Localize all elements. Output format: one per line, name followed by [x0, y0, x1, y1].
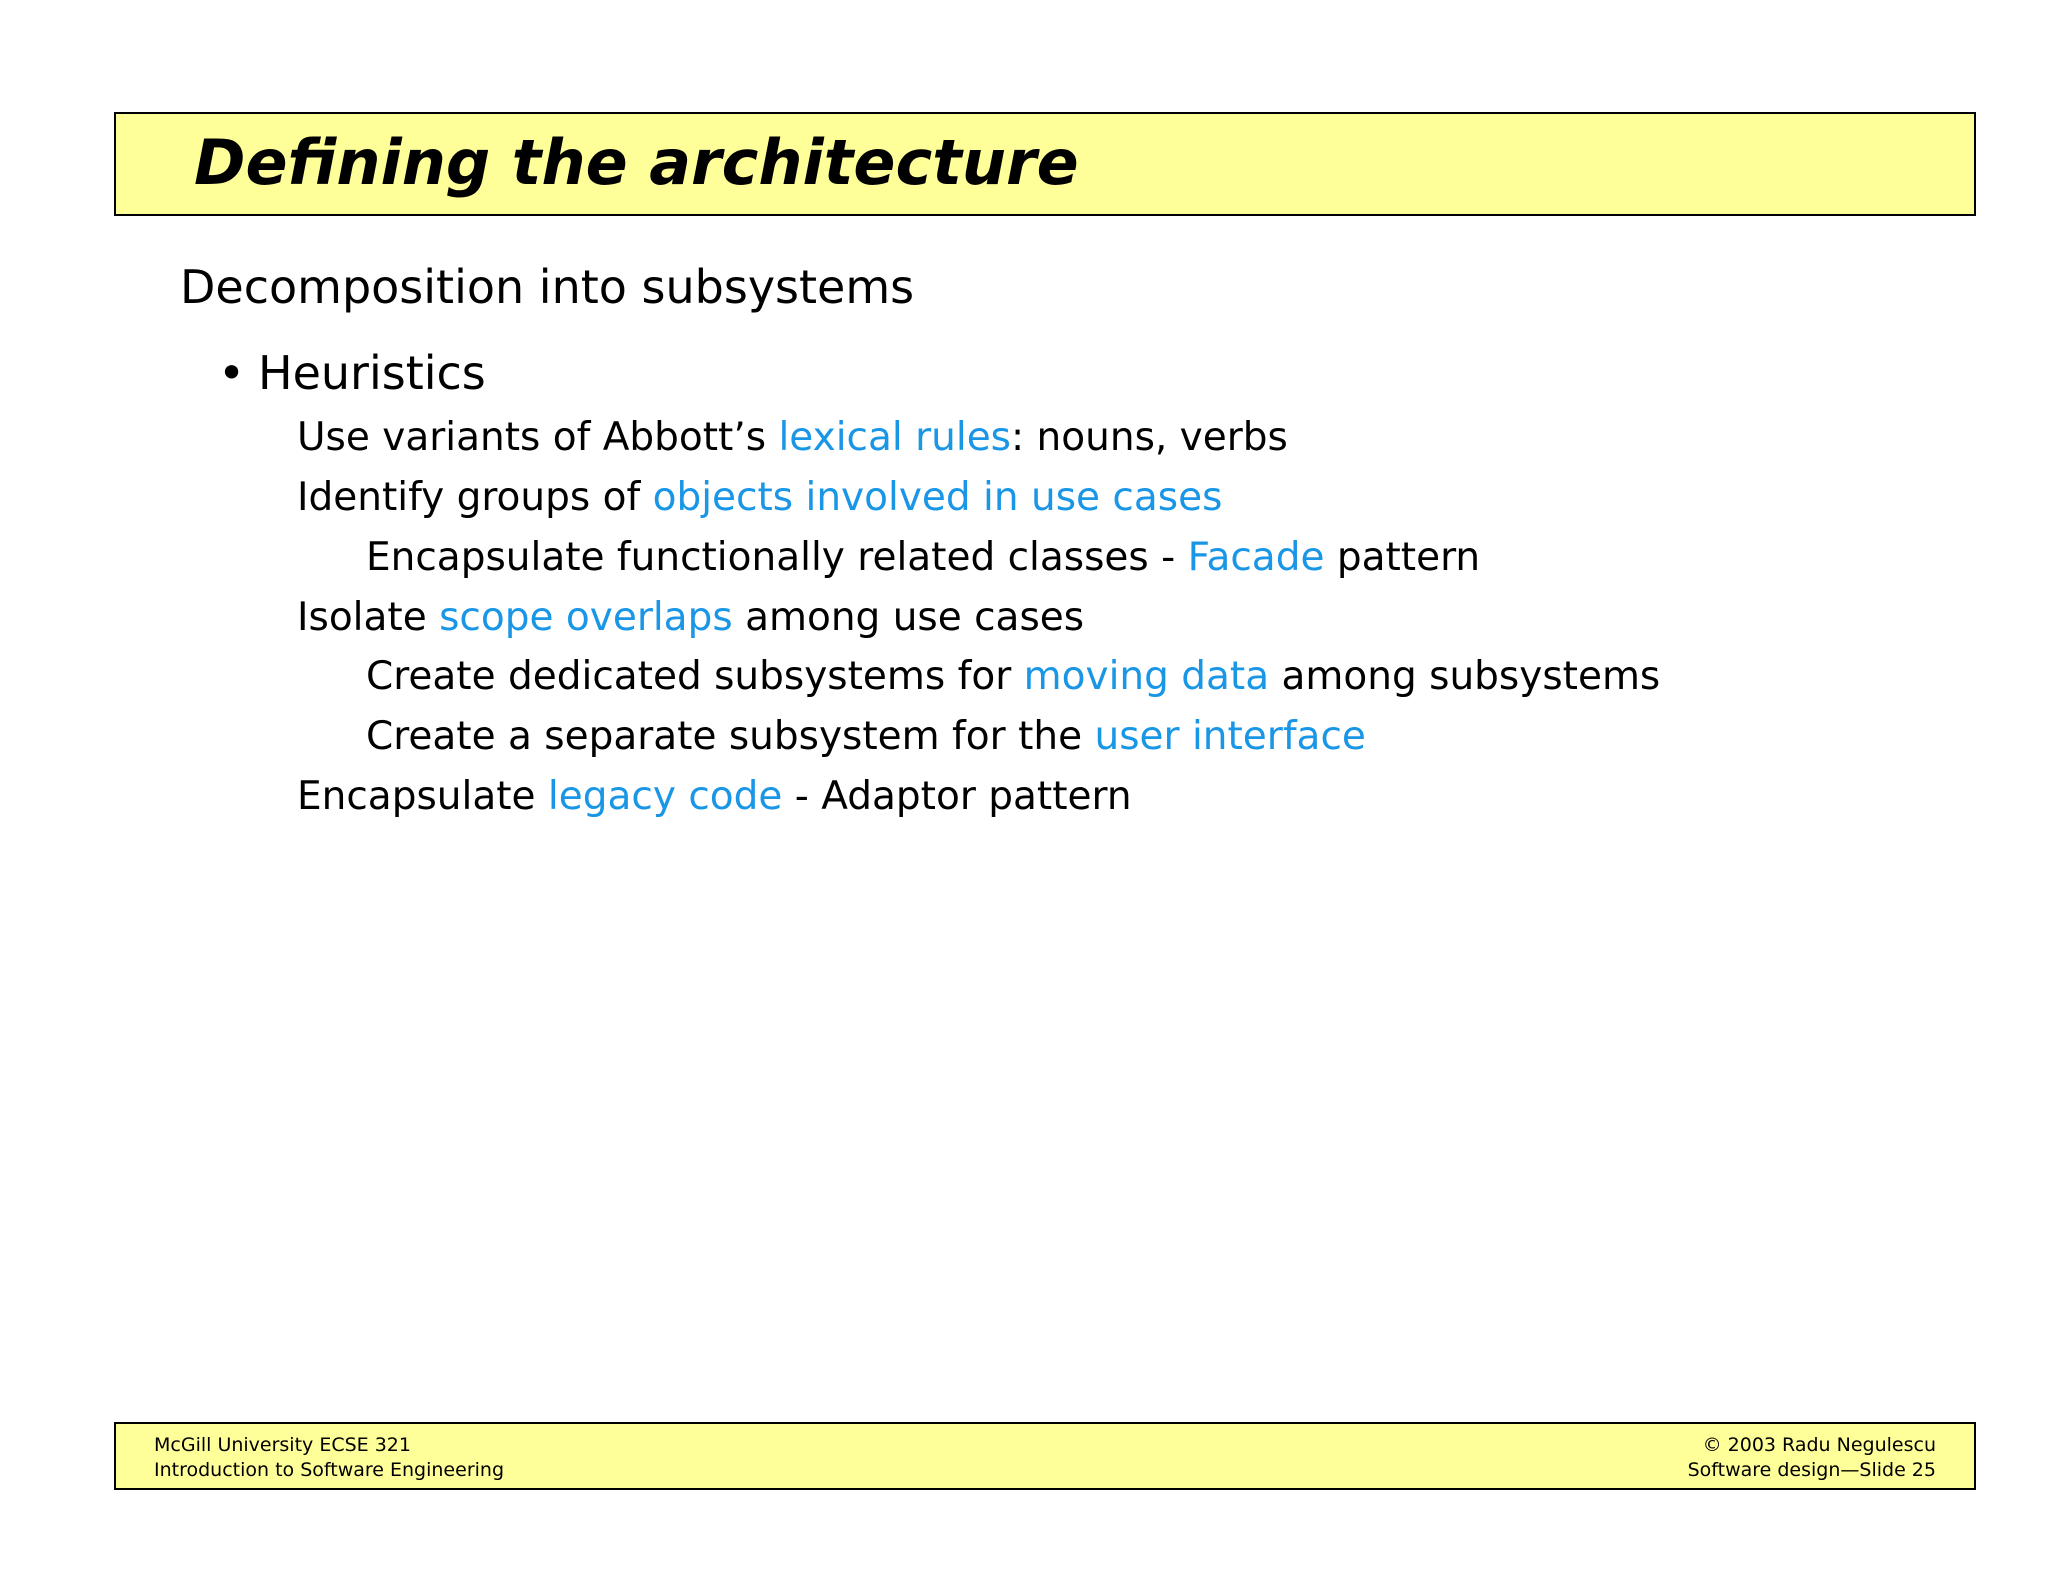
line-text: Encapsulate [297, 774, 548, 819]
heuristic-line-legacy-code [297, 774, 1132, 819]
footer-slide-number: Software design—Slide 25 [1687, 1459, 1936, 1481]
heuristic-subline-user-interface [366, 714, 1366, 759]
slide-title: Defining the architecture [194, 126, 1079, 199]
heuristic-line-lexical-rules [297, 415, 1288, 460]
footer-course-info [154, 1433, 504, 1483]
footer-course-name: Introduction to Software Engineering [154, 1459, 505, 1481]
heuristic-subline-facade [366, 535, 1481, 580]
line-text: among subsystems [1269, 654, 1661, 699]
line-text: - Adaptor pattern [782, 774, 1132, 819]
highlighted-term: user interface [1094, 714, 1366, 759]
line-text: pattern [1324, 535, 1481, 580]
heuristic-line-object-groups [297, 475, 1223, 520]
section-heading: Decomposition into subsystems [180, 260, 915, 314]
highlighted-term: lexical rules [778, 415, 1012, 460]
line-text: Encapsulate functionally related classes - [366, 535, 1188, 580]
line-text: Isolate [297, 595, 440, 640]
bullet-icon: • [218, 346, 246, 400]
highlighted-term: legacy code [547, 774, 783, 819]
footer-university: McGill University ECSE 321 [154, 1434, 411, 1456]
line-text: Identify groups of [297, 475, 653, 520]
line-text: Create a separate subsystem for the [366, 714, 1095, 759]
line-text: Use variants of Abbott’s [297, 415, 779, 460]
slide-title-bar [114, 112, 1976, 216]
heuristic-subline-moving-data [366, 654, 1661, 699]
highlighted-term: scope overlaps [439, 595, 733, 640]
highlighted-term: objects involved in use cases [652, 475, 1223, 520]
heuristic-line-scope-overlaps [297, 595, 1085, 640]
footer-slide-info [1688, 1433, 1936, 1483]
line-text: among use cases [732, 595, 1085, 640]
slide-footer [114, 1422, 1976, 1490]
highlighted-term: moving data [1023, 654, 1270, 699]
highlighted-term: Facade [1187, 535, 1325, 580]
bullet-item-heuristics [218, 346, 486, 400]
bullet-label: Heuristics [258, 346, 486, 400]
line-text: Create dedicated subsystems for [366, 654, 1024, 699]
line-text: : nouns, verbs [1011, 415, 1288, 460]
footer-copyright: © 2003 Radu Negulescu [1702, 1434, 1936, 1456]
